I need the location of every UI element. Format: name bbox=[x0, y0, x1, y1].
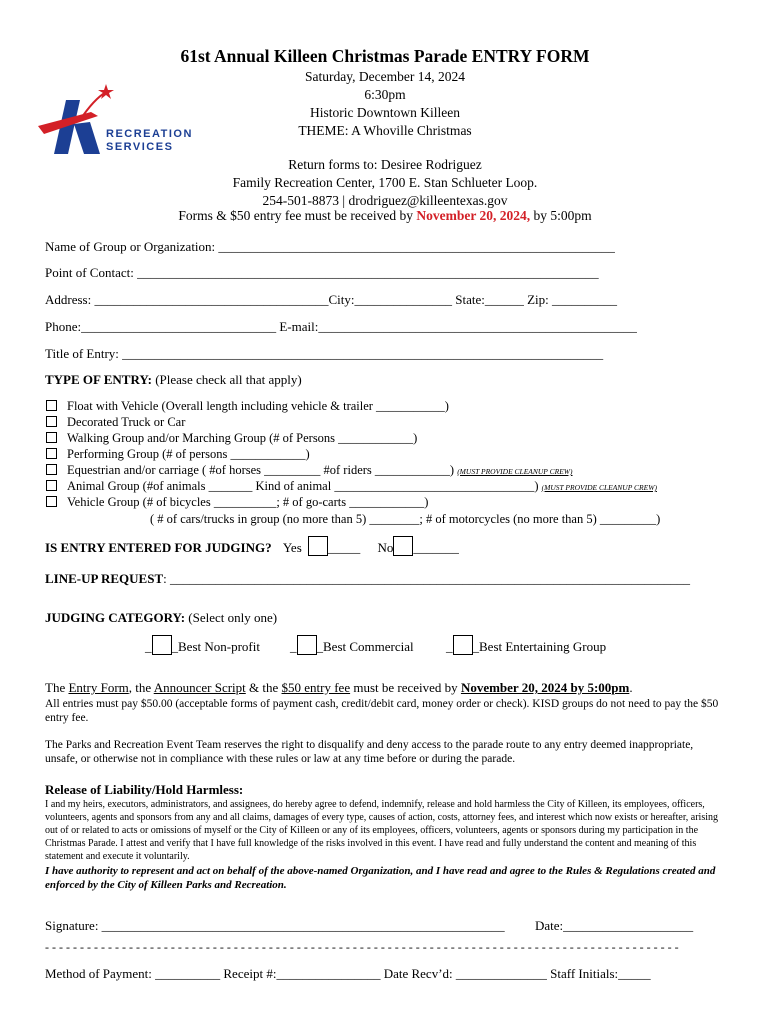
notice-text: . bbox=[629, 680, 633, 695]
entry-option-equestrian[interactable] bbox=[46, 463, 573, 478]
lineup-request-field[interactable] bbox=[45, 571, 690, 587]
notice-text: & the bbox=[245, 680, 282, 695]
type-of-entry-heading bbox=[45, 372, 302, 388]
release-heading: Release of Liability/Hold Harmless: bbox=[45, 782, 244, 797]
deadline-date: November 20, 2024, bbox=[416, 208, 531, 223]
category-label: Best Non-profit bbox=[178, 639, 260, 654]
category-note: (Select only one) bbox=[185, 610, 278, 625]
category-heading: JUDGING CATEGORY: bbox=[45, 610, 186, 625]
entry-option-label: Float with Vehicle (Overall length including vehicle & trailer ___________) bbox=[67, 399, 449, 413]
entry-option-performing-group[interactable] bbox=[46, 447, 310, 462]
category-commercial[interactable]: _ _Best Commercial bbox=[290, 635, 414, 655]
logo-line2: SERVICES bbox=[106, 141, 174, 153]
vehicle-group-details[interactable]: ( # of cars/trucks in group (no more than 5) ________; # of motorcycles (no more than 5) _________) bbox=[150, 512, 661, 526]
judging-category-heading bbox=[45, 610, 277, 626]
deadline-suffix: by 5:00pm bbox=[530, 208, 592, 223]
category-label: Best Entertaining Group bbox=[479, 639, 607, 654]
lineup-label: LINE-UP REQUEST bbox=[45, 571, 164, 586]
checkbox[interactable] bbox=[46, 496, 57, 507]
judging-question: IS ENTRY ENTERED FOR JUDGING? bbox=[45, 540, 272, 555]
entry-option-label: Decorated Truck or Car bbox=[67, 415, 186, 429]
checkbox[interactable] bbox=[46, 400, 57, 411]
point-of-contact-field[interactable]: Point of Contact: _______________________________________________________________________ bbox=[45, 265, 599, 280]
checkbox[interactable] bbox=[46, 464, 57, 475]
entry-option-label: Vehicle Group (# of bicycles __________; # of go-carts ____________) bbox=[67, 495, 429, 509]
category-box[interactable] bbox=[152, 635, 172, 655]
category-entertaining[interactable]: _ _Best Entertaining Group bbox=[446, 635, 606, 655]
yes-label: Yes bbox=[282, 540, 302, 555]
event-date: Saturday, December 14, 2024 bbox=[305, 69, 465, 84]
category-box[interactable] bbox=[297, 635, 317, 655]
entry-option-label: Performing Group (# of persons ____________) bbox=[67, 447, 310, 461]
notice-deadline: November 20, 2024 by 5:00pm bbox=[460, 680, 630, 695]
announcer-script-link: Announcer Script bbox=[153, 680, 246, 695]
entry-heading-note: (Please check all that apply) bbox=[151, 372, 302, 387]
checkbox[interactable] bbox=[46, 448, 57, 459]
payment-paragraph: All entries must pay $50.00 (acceptable forms of payment cash, credit/debit card, money order or check). KISD groups do not need to pay the $50 entry fee. bbox=[45, 698, 719, 724]
notice-text: must be received by bbox=[350, 680, 461, 695]
checkbox[interactable] bbox=[46, 432, 57, 443]
no-label: No bbox=[377, 540, 394, 555]
category-label: Best Commercial bbox=[323, 639, 414, 654]
checkbox[interactable] bbox=[46, 416, 57, 427]
notice-text: , the bbox=[128, 680, 154, 695]
return-address: Family Recreation Center, 1700 E. Stan Schlueter Loop. bbox=[232, 175, 538, 190]
logo-line1: RECREATION bbox=[106, 128, 193, 140]
entry-option-label: Animal Group (#of animals _______ Kind of animal ________________________________) bbox=[67, 479, 539, 493]
entry-option-label: Walking Group and/or Marching Group (# of Persons ____________) bbox=[67, 431, 418, 445]
group-name-field[interactable]: Name of Group or Organization: _____________________________________________________________ bbox=[45, 239, 615, 254]
deadline-prefix: Forms & $50 entry fee must be received by bbox=[178, 208, 417, 223]
cleanup-note: (MUST PROVIDE CLEANUP CREW) bbox=[457, 467, 573, 476]
return-to: Return forms to: Desiree Rodriguez bbox=[288, 157, 482, 172]
release-body: I and my heirs, executors, administrators, and assignees, do hereby agree to defend, indemnify, release and hold harmless the City of Killeen, its employees, officers, volunteers, agents and sponsors from any and all claims, damages of every type, causes of action, costs, attorney fees, and interest which now exists or hereafter, arising out of or related to acts or omissions of myself or the City of Killeen or any of its employees, officers, volunteers, agents or sponsors during my participation in the Christmas Parade. I attest and verify that I have full knowledge of the risks involved in this event. I have read and fully understand the content and meaning of this statement and execute it voluntarily. bbox=[45, 799, 719, 862]
notice-text: The bbox=[45, 680, 69, 695]
entry-option-walking-group[interactable] bbox=[46, 431, 417, 446]
date-field[interactable]: Date:____________________ bbox=[535, 918, 694, 933]
office-use-line[interactable]: Method of Payment: __________ Receipt #:________________ Date Recv’d: ______________ Staff Initials:_____ bbox=[45, 966, 651, 981]
address-field[interactable]: Address: ____________________________________City:_______________ State:______ Zip: __________ bbox=[45, 292, 617, 307]
event-location: Historic Downtown Killeen bbox=[310, 105, 460, 120]
entry-option-vehicle-group[interactable] bbox=[46, 495, 428, 510]
entry-option-float[interactable] bbox=[46, 399, 449, 414]
phone-email-field[interactable]: Phone:______________________________ E-mail:_________________________________________________ bbox=[45, 319, 637, 334]
form-title: 61st Annual Killeen Christmas Parade ENTRY FORM bbox=[180, 46, 590, 66]
cleanup-note: (MUST PROVIDE CLEANUP CREW) bbox=[541, 483, 657, 492]
category-nonprofit[interactable]: _ _Best Non-profit bbox=[145, 635, 260, 655]
deadline-line bbox=[0, 207, 770, 225]
event-time: 6:30pm bbox=[364, 87, 406, 102]
fee-link: $50 entry fee bbox=[281, 680, 351, 695]
category-box[interactable] bbox=[453, 635, 473, 655]
return-contact: 254-501-8873 | drodriguez@killeentexas.gov bbox=[262, 193, 508, 208]
entry-option-animal-group[interactable] bbox=[46, 479, 657, 494]
checkbox[interactable] bbox=[46, 480, 57, 491]
event-theme: THEME: A Whoville Christmas bbox=[298, 123, 472, 138]
cut-line: - - - - - - - - - - - - - - - - - - - - - - - - - - - - - - - - - - - - - - - - - - - - - - - - - - - - - - - - - - - - - - - - - - - - - - - - - - - - - - - - - - - - - - - - - - - bbox=[45, 940, 679, 954]
submission-notice bbox=[45, 680, 633, 696]
title-of-entry-field[interactable]: Title of Entry: __________________________________________________________________________ bbox=[45, 346, 604, 361]
no-box[interactable] bbox=[393, 536, 413, 556]
entry-heading: TYPE OF ENTRY: bbox=[45, 372, 152, 387]
yes-box[interactable] bbox=[308, 536, 328, 556]
authority-statement: I have authority to represent and act on behalf of the above-named Organization, and I have read and agree to the Rules & Regulations created and enforced by the City of Killeen Parks and Recreation. bbox=[45, 865, 716, 891]
entry-option-label: Equestrian and/or carriage ( #of horses _________ #of riders ____________) bbox=[67, 463, 455, 477]
entry-option-decorated-truck[interactable] bbox=[46, 415, 185, 430]
entry-form-link: Entry Form bbox=[68, 680, 129, 695]
signature-field[interactable]: Signature: ______________________________________________________________ bbox=[45, 918, 505, 933]
disqualify-paragraph: The Parks and Recreation Event Team reserves the right to disqualify and deny access to the parade route to any entry deemed inappropriate, unsafe, or otherwise not in compliance with these rules or law at any time before or during the parade. bbox=[45, 739, 694, 765]
lineup-line: : ________________________________________________________________________________ bbox=[163, 571, 690, 586]
judging-question-row: IS ENTRY ENTERED FOR JUDGING? Yes _____ No _______ bbox=[45, 536, 459, 556]
